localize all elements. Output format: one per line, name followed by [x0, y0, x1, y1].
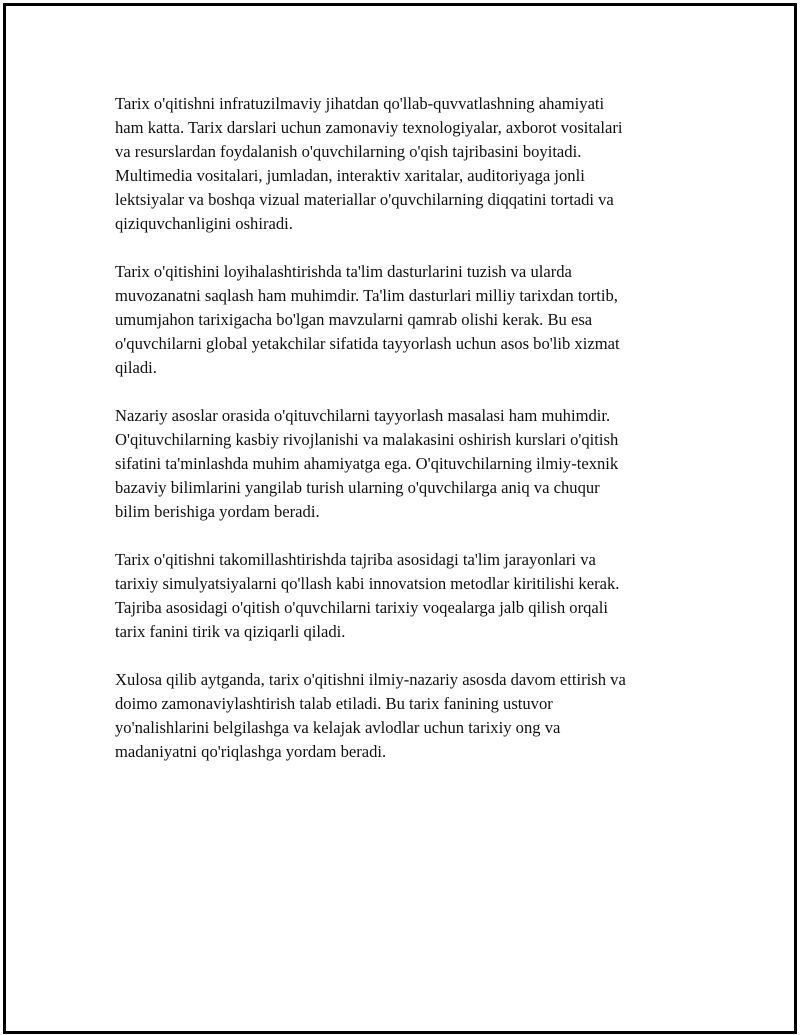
text-line: muvozanatni saqlash ham muhimdir. Ta'lim dasturlari milliy tarixdan tortib,: [115, 286, 618, 305]
text-line: Nazariy asoslar orasida o'qituvchilarni tayyorlash masalasi ham muhimdir.: [115, 406, 611, 425]
text-line: va resurslardan foydalanish o'quvchilarning o'qish tajribasini boyitadi.: [115, 142, 582, 161]
paragraph-2: [115, 260, 705, 380]
text-line: bilim berishiga yordam beradi.: [115, 502, 320, 521]
paragraph-5: [115, 668, 705, 764]
text-line: qiziquvchanligini oshiradi.: [115, 214, 293, 233]
text-line: Tarix o'qitishni takomillashtirishda tajriba asosidagi ta'lim jarayonlari va: [115, 550, 596, 569]
text-line: qiladi.: [115, 358, 157, 377]
paragraph-3: [115, 404, 705, 524]
text-line: madaniyatni qo'riqlashga yordam beradi.: [115, 742, 387, 761]
text-line: ham katta. Tarix darslari uchun zamonaviy texnologiyalar, axborot vositalari: [115, 118, 623, 137]
text-line: lektsiyalar va boshqa vizual materiallar o'quvchilarning diqqatini tortadi va: [115, 190, 614, 209]
text-line: Xulosa qilib aytganda, tarix o'qitishni ilmiy-nazariy asosda davom ettirish va: [115, 670, 626, 689]
text-line: o'quvchilarni global yetakchilar sifatida tayyorlash uchun asos bo'lib xizmat: [115, 334, 620, 353]
text-line: yo'nalishlarini belgilashga va kelajak avlodlar uchun tarixiy ong va: [115, 718, 561, 737]
text-line: tarix fanini tirik va qiziqarli qiladi.: [115, 622, 346, 641]
text-line: bazaviy bilimlarini yangilab turish ularning o'quvchilarga aniq va chuqur: [115, 478, 600, 497]
text-line: tarixiy simulyatsiyalarni qo'llash kabi innovatsion metodlar kiritilishi kerak.: [115, 574, 620, 593]
text-line: O'qituvchilarning kasbiy rivojlanishi va malakasini oshirish kurslari o'qitish: [115, 430, 619, 449]
paragraph-4: [115, 548, 705, 644]
paragraph-1: [115, 92, 705, 236]
text-line: sifatini ta'minlashda muhim ahamiyatga ega. O'qituvchilarning ilmiy-texnik: [115, 454, 619, 473]
document-body: [115, 92, 705, 788]
text-line: doimo zamonaviylashtirish talab etiladi. Bu tarix fanining ustuvor: [115, 694, 553, 713]
text-line: Tarix o'qitishini loyihalashtirishda ta'lim dasturlarini tuzish va ularda: [115, 262, 572, 281]
text-line: Tajriba asosidagi o'qitish o'quvchilarni tarixiy voqealarga jalb qilish orqali: [115, 598, 608, 617]
text-line: Tarix o'qitishni infratuzilmaviy jihatdan qo'llab-quvvatlashning ahamiyati: [115, 94, 605, 113]
text-line: umumjahon tarixigacha bo'lgan mavzularni qamrab olishi kerak. Bu esa: [115, 310, 593, 329]
text-line: Multimedia vositalari, jumladan, interaktiv xaritalar, auditoriyaga jonli: [115, 166, 585, 185]
